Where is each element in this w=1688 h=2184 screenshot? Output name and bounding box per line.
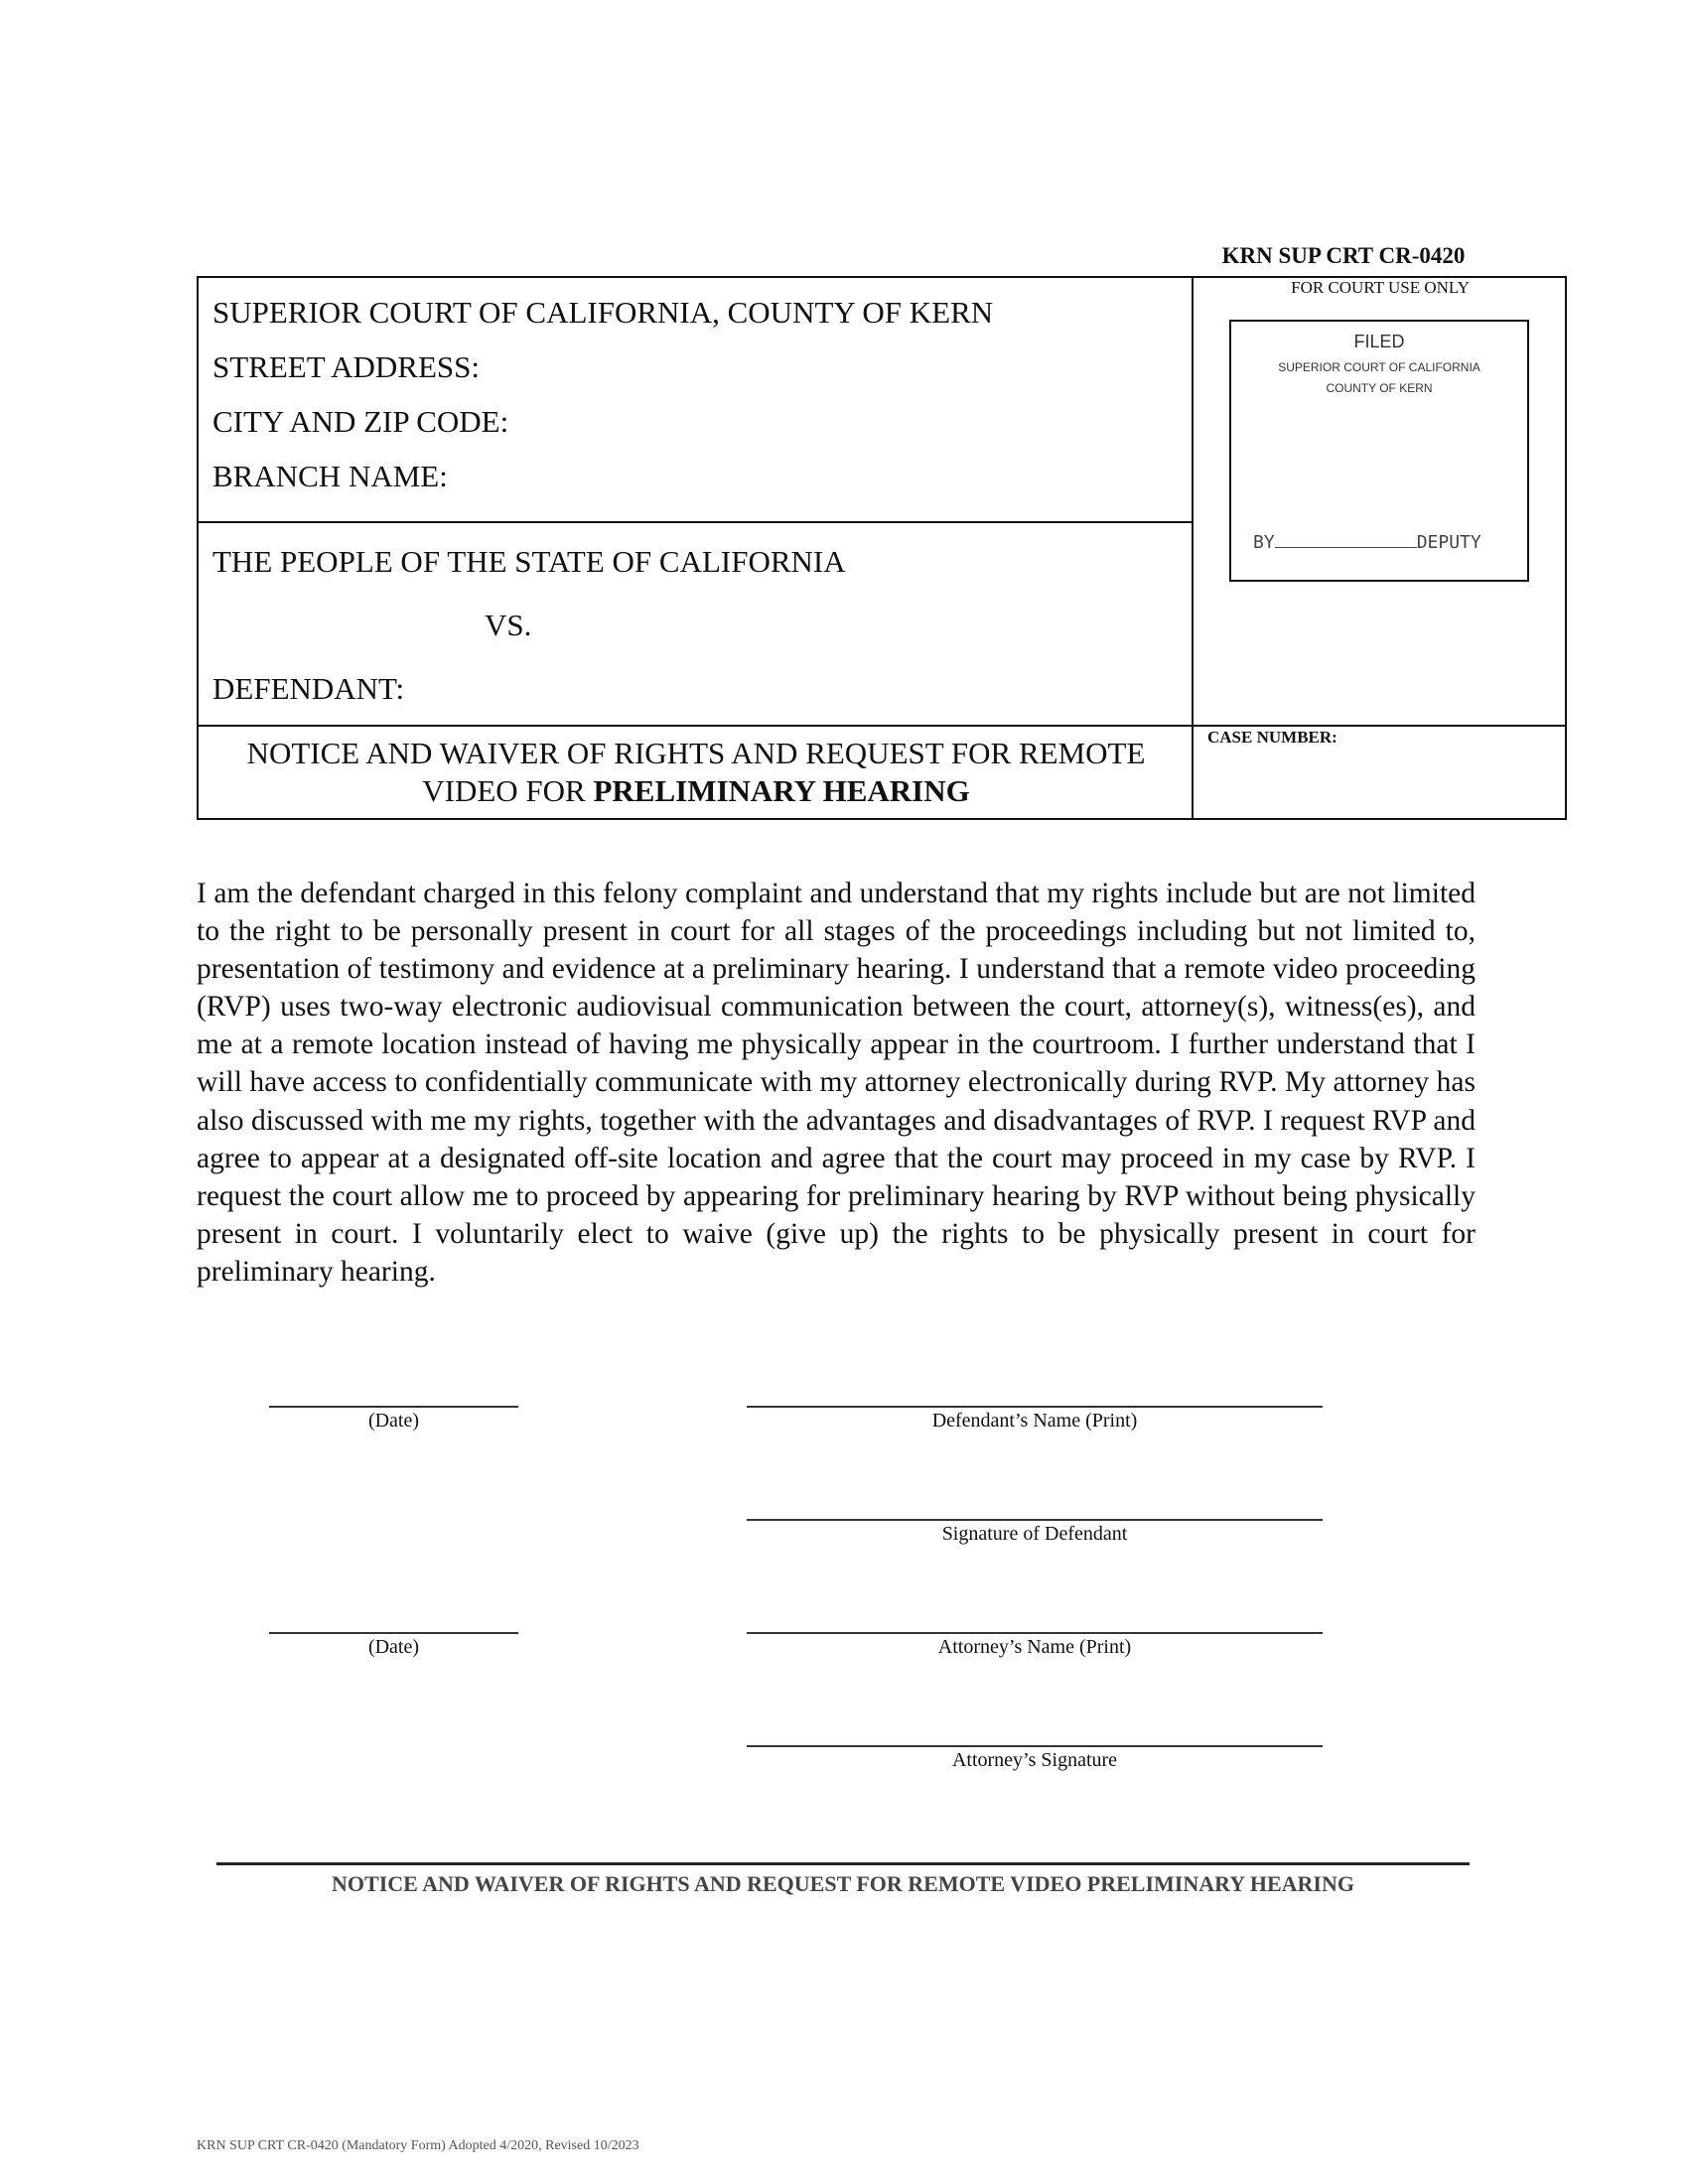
versus-label: VS. xyxy=(485,608,532,642)
date-line-2[interactable] xyxy=(269,1632,518,1634)
stamp-deputy-blank[interactable] xyxy=(1275,533,1417,548)
date-label-1: (Date) xyxy=(367,1410,420,1432)
bottom-title: NOTICE AND WAIVER OF RIGHTS AND REQUEST FOR REMOTE VIDEO PRELIMINARY HEARING xyxy=(332,1871,1354,1896)
street-address-field[interactable]: STREET ADDRESS: xyxy=(212,349,481,384)
case-number-field[interactable]: CASE NUMBER: xyxy=(1207,728,1337,747)
form-title-part1: NOTICE AND WAIVER OF RIGHTS AND REQUEST FOR REMOTE VIDEO FOR xyxy=(246,736,1146,808)
bottom-rule xyxy=(216,1862,1470,1865)
form-footer: KRN SUP CRT CR-0420 (Mandatory Form) Adopted 4/2020, Revised 10/2023 xyxy=(197,2138,639,2153)
caption-divider-court xyxy=(197,521,1193,523)
stamp-court: SUPERIOR COURT OF CALIFORNIA xyxy=(1278,360,1480,374)
stamp-county: COUNTY OF KERN xyxy=(1326,381,1433,395)
branch-name-field[interactable]: BRANCH NAME: xyxy=(212,459,448,493)
waiver-statement: I am the defendant charged in this felony complaint and understand that my rights include but are not limited to the right to be personally present in court for all stages of the proceedings including but not limited to, presentation of testimony and evidence at a preliminary hearing. I understand that a remote video proceeding (RVP) uses two-way electronic audiovisual communication between the court, attorney(s), witness(es), and me at a remote location instead of having me physically appear in the courtroom. I further understand that I will have access to confidentially communicate with my attorney electronically during RVP. My attorney has also discussed with me my rights, together with the advantages and disadvantages of RVP. I request RVP and agree to appear at a designated off-site location and agree that the court may proceed in my case by RVP. I request the court allow me to proceed by appearing for preliminary hearing by RVP without being physically present in court. I voluntarily elect to waive (give up) the rights to be physically present in court for preliminary hearing. xyxy=(197,878,1476,1288)
defendant-name-label: Defendant’s Name (Print) xyxy=(931,1410,1138,1432)
date-line-1[interactable] xyxy=(269,1406,518,1408)
stamp-deputy-label: DEPUTY xyxy=(1416,532,1481,553)
form-title xyxy=(205,735,1188,810)
attorney-name-label: Attorney’s Name (Print) xyxy=(937,1636,1132,1658)
stamp-filed: FILED xyxy=(1353,332,1405,351)
attorney-signature-label: Attorney’s Signature xyxy=(951,1749,1118,1771)
plaintiff-name: THE PEOPLE OF THE STATE OF CALIFORNIA xyxy=(212,544,846,579)
form-title-part2: PRELIMINARY HEARING xyxy=(593,773,970,808)
date-label-2: (Date) xyxy=(367,1636,420,1658)
city-zip-field[interactable]: CITY AND ZIP CODE: xyxy=(212,404,509,439)
caption-divider-title xyxy=(197,725,1567,727)
stamp-by-deputy xyxy=(1253,532,1506,553)
defendant-field[interactable]: DEFENDANT: xyxy=(212,671,405,706)
attorney-name-line[interactable] xyxy=(747,1632,1323,1634)
defendant-name-line[interactable] xyxy=(747,1406,1323,1408)
form-code: KRN SUP CRT CR-0420 xyxy=(1221,243,1466,268)
court-use-label: FOR COURT USE ONLY xyxy=(1291,278,1470,297)
defendant-signature-label: Signature of Defendant xyxy=(941,1523,1128,1545)
caption-vertical-divider xyxy=(1192,276,1194,820)
defendant-signature-line[interactable] xyxy=(747,1519,1323,1521)
court-name: SUPERIOR COURT OF CALIFORNIA, COUNTY OF KERN xyxy=(212,295,994,330)
stamp-by-label: BY xyxy=(1253,532,1275,553)
attorney-signature-line[interactable] xyxy=(747,1745,1323,1747)
